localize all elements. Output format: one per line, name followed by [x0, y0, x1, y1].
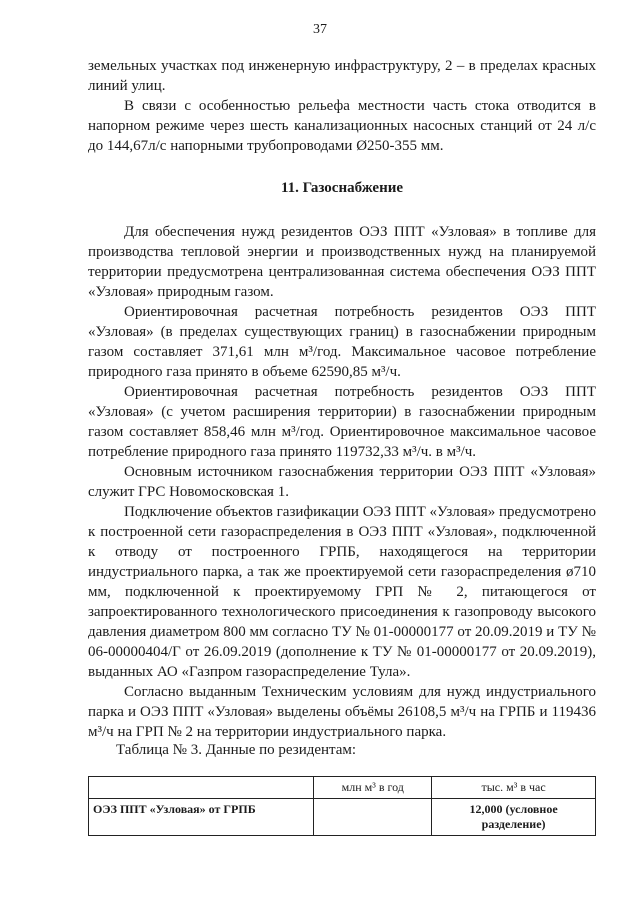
residents-table: [88, 776, 596, 836]
table-cell-annual: [314, 799, 432, 836]
paragraph-5: Ориентировочная расчетная потребность резидентов ОЭЗ ППТ «Узловая» (с учетом расширения территории) в газоснабжении природным газом составляет 858,46 млн м³/год. Ориентировочное максимальное часовое потребление природного газа принято 119732,33 м³/ч. в м³/ч.: [88, 384, 596, 460]
paragraph-2: В связи с особенностью рельефа местности часть стока отводится в напорном режиме через шесть канализационных насосных станций от 24 л/с до 144,67л/с напорными трубопроводами Ø250-355 мм.: [88, 98, 596, 154]
section-heading: 11. Газоснабжение: [280, 180, 404, 196]
page-number: 37: [313, 22, 327, 37]
table-caption: Таблица № 3. Данные по резидентам:: [116, 742, 357, 758]
table-row: [89, 799, 596, 836]
paragraph-3: Для обеспечения нужд резидентов ОЭЗ ППТ «Узловая» в топливе для производства тепловой энергии и производственных нужд на планируемой территории предусмотрена централизованная система обеспечения ОЭЗ ППТ «Узловая» природным газом.: [88, 224, 596, 300]
table-cell-hourly: 12,000 (условное разделение): [432, 799, 596, 836]
paragraph-6: Основным источником газоснабжения территории ОЭЗ ППТ «Узловая» служит ГРС Новомосковская 1.: [88, 464, 596, 500]
paragraph-1: земельных участках под инженерную инфраструктуру, 2 – в пределах красных линий улиц.: [88, 58, 596, 94]
table-header-cell-hourly: тыс. м³ в час: [432, 777, 596, 799]
paragraph-8: Согласно выданным Техническим условиям для нужд индустриального парка и ОЭЗ ППТ «Узловая» выделены объёмы 26108,5 м³/ч на ГРПБ и 119436 м³/ч на ГРП № 2 на территории индустриального парка.: [88, 684, 596, 740]
table-header-cell-annual: млн м³ в год: [314, 777, 432, 799]
paragraph-7: Подключение объектов газификации ОЭЗ ППТ «Узловая» предусмотрено к построенной сети газораспределения в ОЭЗ ППТ «Узловая», подключенной к отводу от построенного ГРПБ, находящегося на территории индустриального парка, а так же проектируемой сети газораспределения ø710 мм, подключенной к проектируемому ГРП № 2, питающегося от запроектированного технологического присоединения к газопроводу высокого давления диаметром 800 мм согласно ТУ № 01-00000177 от 20.09.2019 и ТУ № 06-00000404/Г от 26.09.2019 (дополнение к ТУ № 01-00000177 от 20.09.2019), выданных АО «Газпром газораспределение Тула».: [88, 504, 596, 680]
table-header-cell-empty: [89, 777, 314, 799]
table-header-row: [89, 777, 596, 799]
document-body: [88, 56, 596, 742]
table-cell-name: ОЭЗ ППТ «Узловая» от ГРПБ: [89, 799, 314, 836]
paragraph-4: Ориентировочная расчетная потребность резидентов ОЭЗ ППТ «Узловая» (в пределах существующих границ) в газоснабжении природным газом составляет 371,61 млн м³/год. Максимальное часовое потребление природного газа принято в объеме 62590,85 м³/ч.: [88, 304, 596, 380]
